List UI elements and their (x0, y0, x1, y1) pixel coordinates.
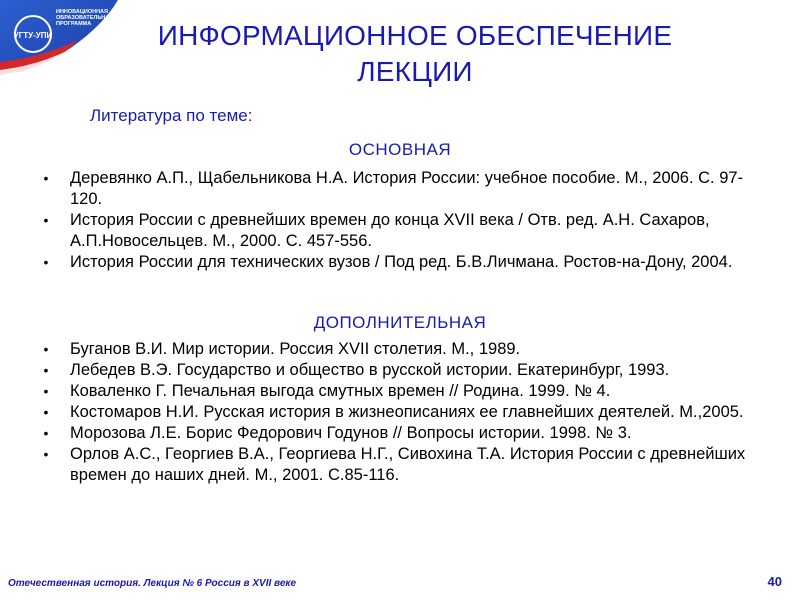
bullet-icon: • (43, 170, 49, 186)
list-item: • Лебедев В.Э. Государство и общество в русской истории. Екатеринбург, 1993. (40, 360, 770, 381)
literature-subtitle: Литература по теме: (90, 106, 253, 125)
bullet-icon: • (43, 362, 49, 378)
list-item: • Костомаров Н.И. Русская история в жизнеописаниях ее главнейших деятелей. М.,2005. (40, 402, 770, 423)
footer-caption: Отечественная история. Лекция № 6 Россия в XVII веке (8, 578, 297, 589)
slide-title: ИНФОРМАЦИОННОЕ ОБЕСПЕЧЕНИЕ ЛЕКЦИИ (157, 20, 673, 87)
bullet-icon: • (43, 446, 49, 462)
bullet-icon: • (43, 254, 49, 270)
bullet-icon: • (43, 383, 49, 399)
bullet-icon: • (43, 212, 49, 228)
list-item: • Коваленко Г. Печальная выгода смутных времен // Родина. 1999. № 4. (40, 381, 770, 402)
logo-main-text: УГТУ-УПИ (13, 31, 53, 40)
bullet-icon: • (43, 425, 49, 441)
list-item: • Деревянко А.П., Щабельникова Н.А. История России: учебное пособие. М., 2006. С. 97-120. (40, 168, 770, 210)
section-heading-extra: ДОПОЛНИТЕЛЬНАЯ (313, 313, 487, 332)
list-item: • Орлов А.С., Георгиев В.А., Георгиева Н.Г., Сивохина Т.А. История России с древнейших времен до наших дней. М., 2001. С.85-116. (40, 444, 770, 486)
bullet-icon: • (43, 404, 49, 420)
reference-list-main (40, 168, 770, 273)
bullet-icon: • (43, 341, 49, 357)
list-item: • Буганов В.И. Мир истории. Россия XVII столетия. М., 1989. (40, 339, 770, 360)
svg-text:ИННОВАЦИОННАЯ ОБРАЗОВАТЕ: ИННОВАЦИОННАЯ ОБРАЗОВАТЕЛЬНАЯ ПРОГРАММА (56, 9, 114, 27)
page-number: 40 (767, 574, 782, 589)
reference-list-extra (40, 339, 770, 486)
list-item: • Морозова Л.Е. Борис Федорович Годунов // Вопросы истории. 1998. № 3. (40, 423, 770, 444)
list-item: • История России для технических вузов / Под ред. Б.В.Личмана. Ростов-на-Дону, 2004. (40, 252, 770, 273)
section-heading-main: ОСНОВНАЯ (348, 140, 452, 159)
list-item: • История России с древнейших времен до конца XVII века / Отв. ред. А.Н. Сахаров, А.П.Новосельцев. М., 2000. С. 457-556. (40, 210, 770, 252)
